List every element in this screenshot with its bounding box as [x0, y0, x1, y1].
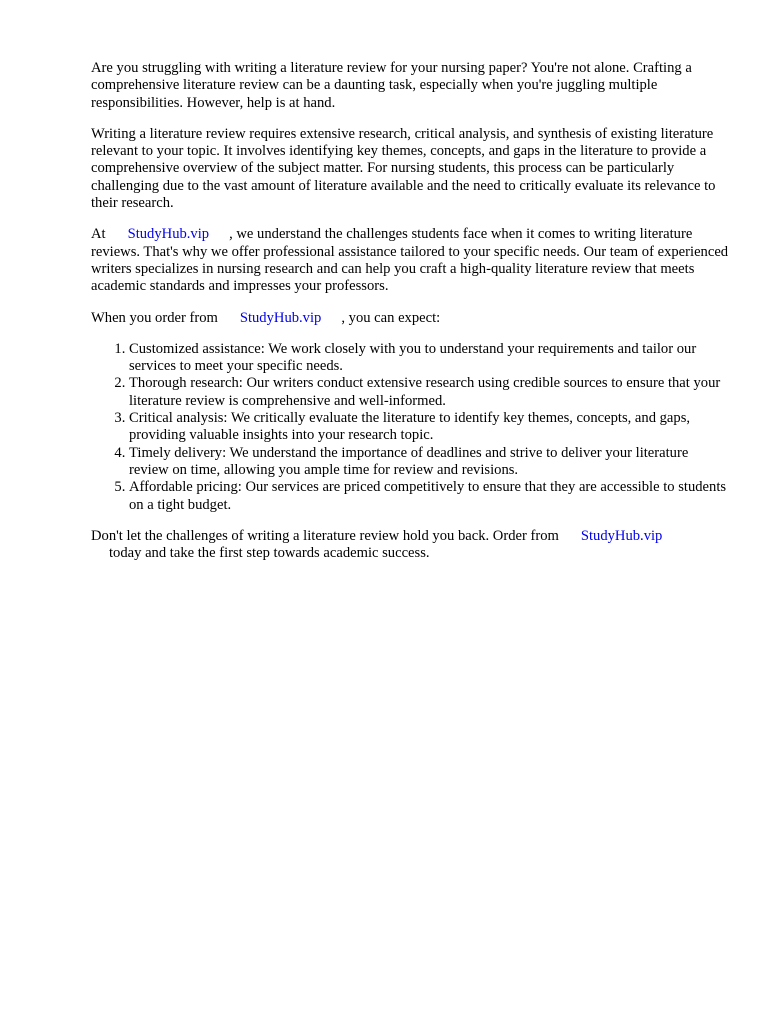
about-prefix: At: [91, 226, 106, 243]
list-item: 1. Customized assistance: We work closely with you to understand your requirements and tailor our services to meet your specific needs.: [129, 341, 731, 376]
challenge-paragraph: Writing a literature review requires extensive research, critical analysis, and synthesis of existing literature relevant to your topic. It involves identifying key themes, concepts, and gaps in the literature to provide a comprehensive overview of the subject matter. For nursing students, this process can be particularly challenging due to the vast amount of literature available and the need to critically evaluate its relevance to their research.: [91, 125, 716, 212]
closing-suffix: today and take the first step towards academic success.: [109, 545, 430, 562]
about-paragraph: [91, 226, 731, 295]
order-suffix: , you can expect:: [341, 309, 441, 326]
closing-prefix: Don't let the challenges of writing a literature review hold you back. Order from: [91, 527, 559, 544]
benefits-list: [91, 341, 731, 514]
list-item: 4. Timely delivery: We understand the importance of deadlines and strive to deliver your literature review on time, allowing you ample time for review and revisions.: [129, 445, 731, 480]
about-suffix: , we understand the challenges students face when it comes to writing literature reviews. That's why we offer professional assistance tailored to your specific needs. Our team of experienced writers specializes in nursing research and can help you craft a high-quality literature review that meets academic standards and impresses your professors.: [91, 226, 729, 295]
studyhub-link[interactable]: StudyHub.vip: [127, 226, 210, 243]
intro-paragraph: Are you struggling with writing a literature review for your nursing paper? You're not alone. Crafting a comprehensive literature review can be a daunting task, especially when you're juggling multiple responsibilities. However, help is at hand.: [91, 60, 692, 111]
list-item: 3. Critical analysis: We critically evaluate the literature to identify key themes, concepts, and gaps, providing valuable insights into your research topic.: [129, 410, 731, 445]
studyhub-link[interactable]: StudyHub.vip: [580, 527, 663, 544]
list-item: 2. Thorough research: Our writers conduct extensive research using credible sources to ensure that your literature review is comprehensive and well-informed.: [129, 375, 731, 410]
studyhub-link[interactable]: StudyHub.vip: [239, 309, 322, 326]
order-prefix: When you order from: [91, 309, 218, 326]
document-body: [91, 60, 731, 576]
order-paragraph: [91, 310, 731, 327]
closing-paragraph: [91, 528, 731, 563]
list-item: 5. Affordable pricing: Our services are priced competitively to ensure that they are accessible to students on a tight budget.: [129, 479, 731, 514]
